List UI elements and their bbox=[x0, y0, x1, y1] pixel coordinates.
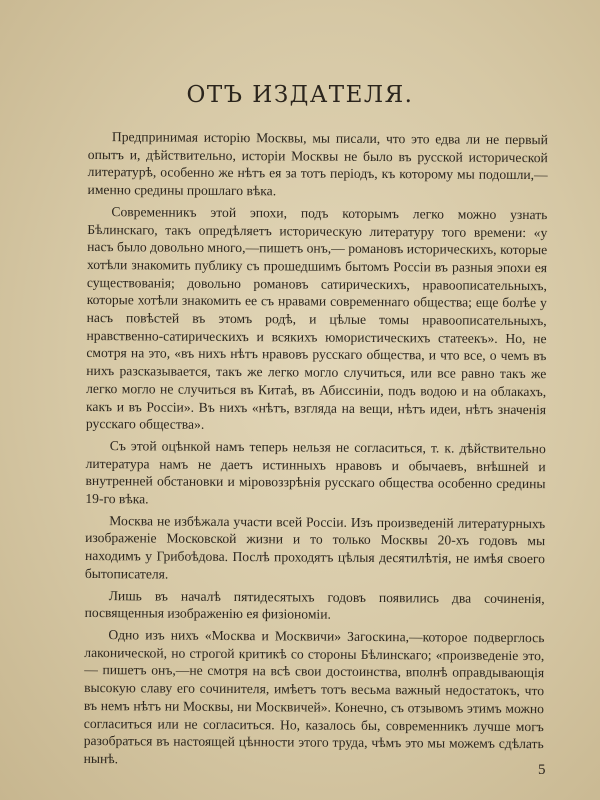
page-number: 5 bbox=[538, 762, 546, 778]
paragraph-2: Современникъ этой эпохи, подъ которымъ легко можно узнать Бѣлинскаго, такъ опредѣляетъ историческую литературу того времени: «у насъ было довольно много,—пишетъ онъ,— романовъ историческихъ, которые хотѣли знакомить публику съ прошедшимъ бытомъ Россіи въ разныя эпохи ея существованія; довольно романовъ сатирическихъ, нравоописательныхъ, которые хотѣли знакомить ее съ нравами современнаго общества; еще болѣе у насъ повѣстей въ этомъ родѣ, и цѣлые томы нравоописательныхъ, нравственно-сатирическихъ и всякихъ юмористическихъ статеекъ». Но, не смотря на это, «въ нихъ нѣтъ нравовъ русскаго общества, и что все, о чемъ въ нихъ разсказывается, такъ же легко могло случиться, или все равно такъ же легко могло не случиться въ Китаѣ, въ Абиссиніи, подъ водою и на облакахъ, какъ и въ Россіи». Въ нихъ «нѣтъ, взгляда на вещи, нѣтъ идеи, нѣтъ значенія русскаго общества». bbox=[85, 203, 548, 433]
body-text bbox=[84, 128, 548, 775]
paragraph-4: Москва не избѣжала участи всей Россіи. Изъ произведеній литературныхъ изображеніе Московской жизни и то только Москвы 20-хъ годовъ мы находимъ у Грибоѣдова. Послѣ проходятъ цѣлыя десятилѣтія, не имѣя своего бытописателя. bbox=[84, 512, 546, 582]
paragraph-6: Одно изъ нихъ «Москва и Москвичи» Загоскина,—которое подверглось лаконической, но строгой критикѣ со стороны Бѣлинскаго; «произведеніе это, — пишетъ онъ,—не смотря на всѣ свои достоинства, вполнѣ оправдывающія высокую славу его сочинителя, имѣетъ тотъ весьма важный недостатокъ, что въ немъ нѣтъ ни Москвы, ни Москвичей». Конечно, съ отзывомъ этимъ можно согласиться или не согласиться. Но, казалось бы, современникъ лучше могъ разобраться въ настоящей цѣнности этого труда, чѣмъ это мы можемъ сдѣлать нынѣ. bbox=[83, 627, 545, 767]
paragraph-3: Съ этой оцѣнкой намъ теперь нельзя не согласиться, т. к. дѣйствительно литература намъ не даетъ истинныхъ нравовъ и обычаевъ, внѣшней и внутренней обстановки и міровоззрѣнія русскаго общества особенно средины 19-го вѣка. bbox=[85, 438, 546, 507]
paragraph-1: Предпринимая исторію Москвы, мы писали, что это едва ли не первый опытъ и, дѣйствительно, исторіи Москвы не было въ русской исторической литературѣ, особенно же нѣтъ ея за тотъ періодъ, къ которому мы подошли,—именно средины прошлаго вѣка. bbox=[87, 129, 548, 199]
paragraph-5: Лишь въ началѣ пятидесятыхъ годовъ появились два сочиненія, посвященныя изображенію ея физіономіи. bbox=[84, 587, 545, 622]
page-title: ОТЪ ИЗДАТЕЛЯ. bbox=[186, 82, 414, 108]
